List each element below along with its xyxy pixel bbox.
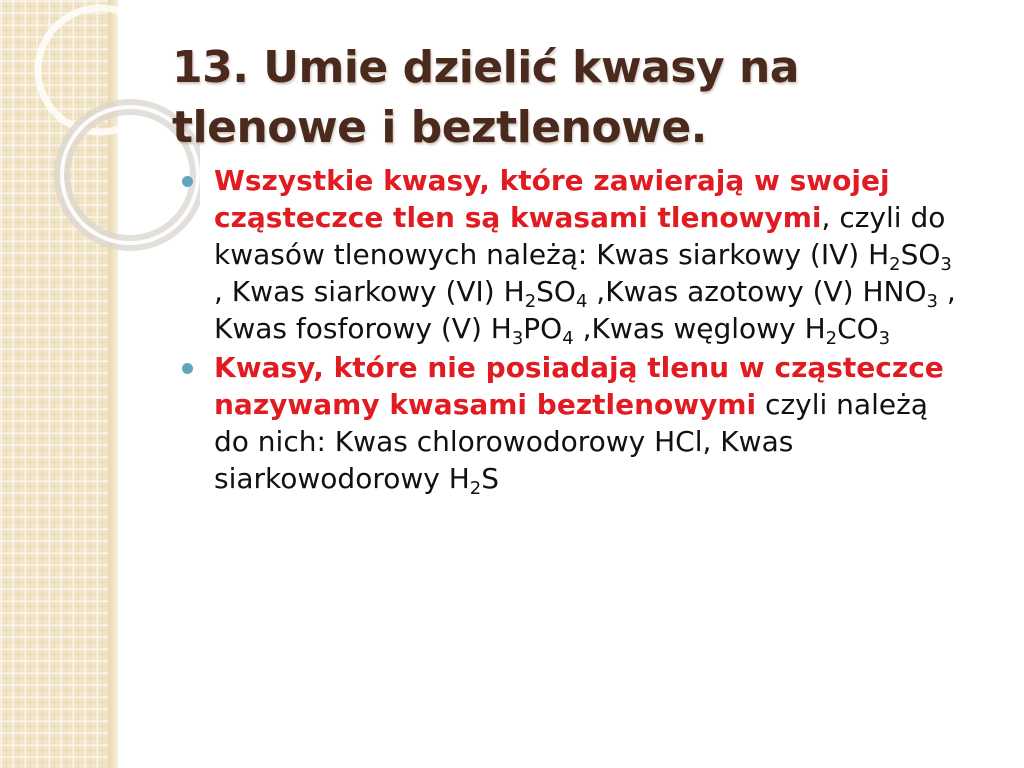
bullet-text: CO [837, 312, 879, 345]
subscript: 2 [889, 254, 901, 275]
subscript: 2 [825, 328, 838, 349]
subscript: 2 [524, 291, 537, 312]
bullet-emphasis: Kwasy, które nie posiadają tlenu w cząsteczce nazywamy kwasami beztlenowymi [214, 351, 944, 421]
bullet-text: S [481, 462, 500, 495]
bullet-text: , czyli do kwasów tlenowych należą: Kwas siarkowy (IV) H [214, 201, 946, 271]
bullet-text: , Kwas fosforowy (V) H [214, 275, 956, 345]
bullet-icon [182, 363, 193, 374]
subscript: 3 [511, 328, 524, 349]
bullet-text: PO [523, 312, 563, 345]
bullet-text: ,Kwas azotowy (V) HNO [587, 275, 927, 308]
bullet-text: ,Kwas węglowy H [573, 312, 826, 345]
subscript: 4 [575, 291, 588, 312]
list-item [178, 349, 968, 497]
bullet-text: czyli należą do nich: Kwas chlorowodorowy HCl, Kwas siarkowodorowy H [214, 388, 928, 495]
decorative-circles [0, 0, 200, 300]
slide-title: 13. Umie dzielić kwasy na tlenowe i beztlenowe. [172, 42, 799, 153]
subscript: 3 [940, 254, 952, 275]
list-item [178, 162, 968, 347]
subscript: 3 [878, 328, 891, 349]
bullet-emphasis: Wszystkie kwasy, które zawierają w swojej cząsteczce tlen są kwasami tlenowymi [214, 164, 890, 234]
bullet-text: SO [900, 238, 941, 271]
bullet-text: SO [536, 275, 576, 308]
subscript: 2 [469, 478, 482, 499]
bullet-text: , Kwas siarkowy (VI) H [214, 275, 525, 308]
bullet-icon [182, 176, 193, 187]
bullet-list [178, 162, 968, 499]
subscript: 4 [562, 328, 574, 349]
subscript: 3 [926, 291, 938, 312]
